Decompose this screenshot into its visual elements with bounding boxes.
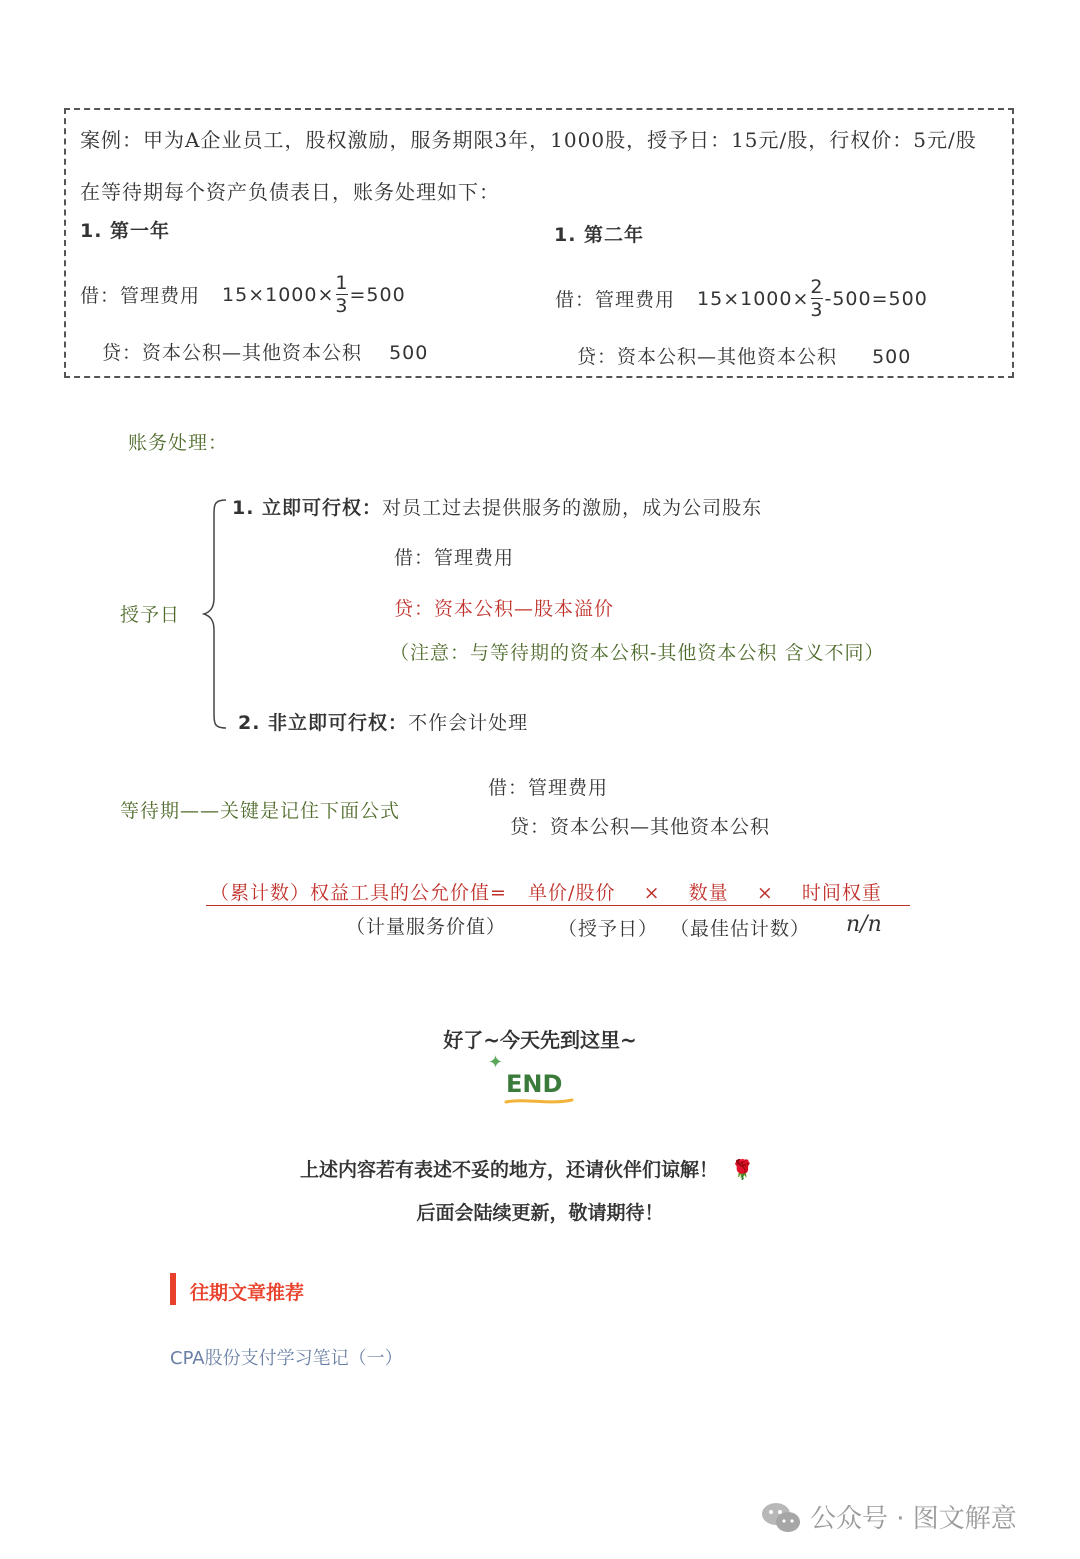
case-intro-line1: 案例：甲为A企业员工，股权激励，服务期限3年，1000股，授予日：15元/股，行权价：5元/股: [80, 128, 977, 152]
year2-frac-den: 3: [810, 299, 824, 321]
formula-sub-time-weight: n/n: [846, 912, 882, 937]
grant-day-brace: [200, 498, 230, 730]
apology-text: 上述内容若有表述不妥的地方，还请伙伴们谅解！: [300, 1159, 719, 1181]
item1-title: 1. 立即可行权：: [232, 497, 383, 519]
item1-note: （注意：与等待期的资本公积-其他资本公积 含义不同）: [390, 642, 885, 664]
formula-sub-best-estimate: （最佳估计数）: [670, 918, 811, 940]
waiting-credit: 贷：资本公积—其他资本公积: [510, 816, 771, 838]
year1-formula-suffix: =500: [349, 283, 406, 306]
apology-line: [300, 1155, 754, 1182]
year2-frac-num: 2: [810, 276, 824, 298]
year2-credit-entry: [577, 342, 911, 369]
year2-credit-amount: 500: [872, 346, 912, 368]
item1-credit: 贷：资本公积—股本溢价: [394, 598, 615, 620]
formula-sub-service-value: （计量服务价值）: [346, 916, 507, 938]
watermark-text: 公众号 · 图文解意: [810, 1504, 1017, 1534]
year1-debit-label: 借：管理费用: [80, 285, 201, 307]
item1-desc: 对员工过去提供服务的激励，成为公司股东: [382, 497, 763, 519]
case-intro-line2: 在等待期每个资产负债表日，账务处理如下：: [80, 180, 500, 204]
wechat-icon: [760, 1500, 802, 1534]
item2-line: [238, 708, 528, 735]
grant-day-label: 授予日: [120, 604, 181, 626]
year2-debit-entry: [555, 276, 928, 321]
year1-title: 1. 第一年: [80, 220, 171, 242]
year1-debit-entry: [80, 272, 406, 317]
recommend-accent-bar: [170, 1273, 176, 1305]
recommend-link[interactable]: CPA股份支付学习笔记（一）: [170, 1348, 403, 1369]
year1-fraction: [335, 272, 348, 317]
item2-title: 2. 非立即可行权：: [238, 712, 409, 734]
year1-credit-amount: 500: [389, 342, 429, 364]
closing-text: 好了~今天先到这里~: [443, 1028, 637, 1052]
year2-debit-label: 借：管理费用: [555, 289, 676, 311]
update-text: 后面会陆续更新，敬请期待！: [416, 1202, 664, 1224]
year2-formula-prefix: 15×1000×: [697, 287, 810, 310]
end-underline-icon: [504, 1096, 574, 1106]
fair-value-formula: （累计数）权益工具的公允价值= 单价/股价 × 数量 × 时间权重: [210, 882, 882, 904]
year1-frac-num: 1: [335, 272, 349, 294]
year1-credit-label: 贷：资本公积—其他资本公积: [102, 342, 363, 364]
item1-debit: 借：管理费用: [394, 547, 515, 569]
year2-title: 1. 第二年: [554, 224, 645, 246]
item1-line: [232, 493, 762, 520]
recommend-heading: 往期文章推荐: [190, 1282, 305, 1304]
year1-frac-den: 3: [335, 295, 349, 317]
sparkle-icon: ✦: [488, 1052, 504, 1073]
waiting-debit: 借：管理费用: [488, 777, 609, 799]
end-text: END: [506, 1070, 563, 1098]
year2-credit-label: 贷：资本公积—其他资本公积: [577, 346, 838, 368]
watermark: [760, 1498, 1017, 1535]
year2-formula-suffix: -500=500: [824, 287, 928, 310]
end-badge: [506, 1070, 562, 1098]
year2-fraction: [810, 276, 823, 321]
waiting-period-label: 等待期——关键是记住下面公式: [120, 800, 401, 822]
item2-desc: 不作会计处理: [408, 712, 529, 734]
formula-sub-grant-day: （授予日）: [558, 918, 659, 940]
year1-formula-prefix: 15×1000×: [222, 283, 335, 306]
formula-underline: [206, 905, 910, 906]
year1-credit-entry: [102, 338, 428, 365]
accounting-heading: 账务处理：: [128, 432, 229, 454]
rose-icon: 🌹: [730, 1159, 755, 1181]
